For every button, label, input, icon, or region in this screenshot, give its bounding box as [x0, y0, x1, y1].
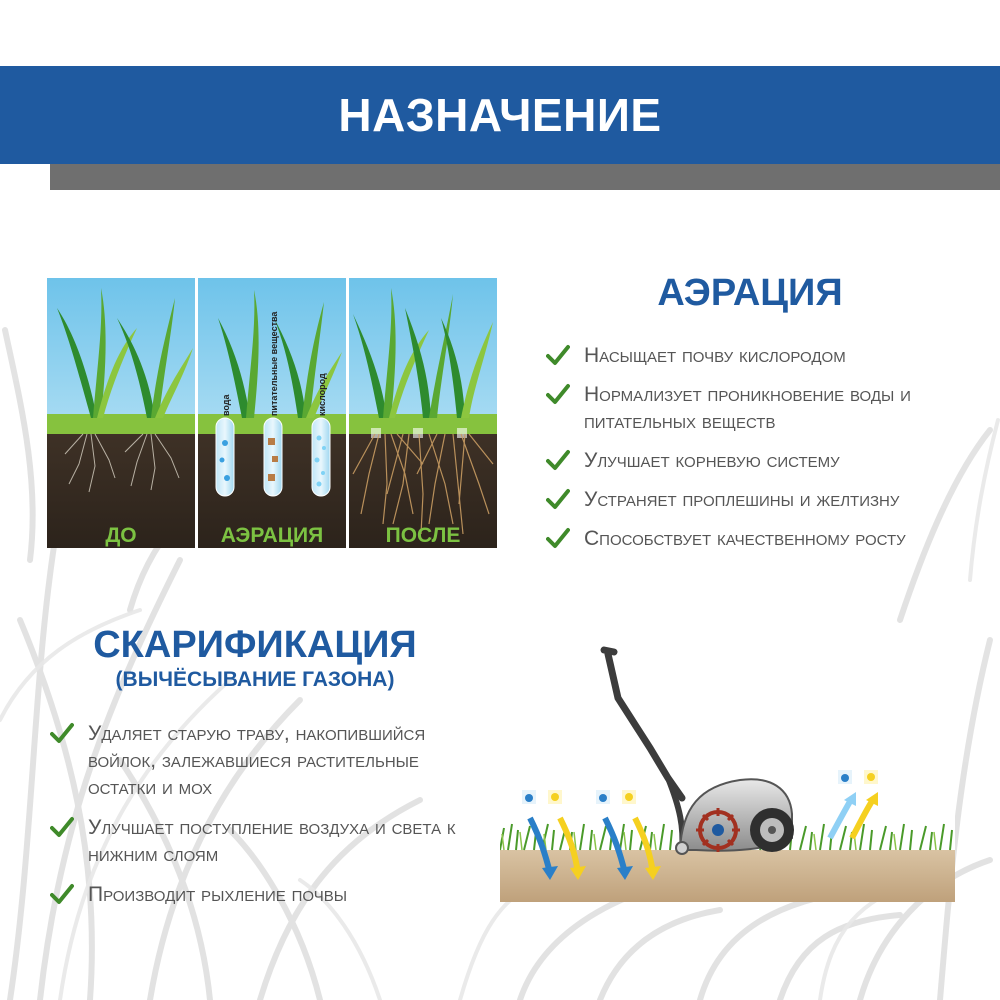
aeration-title: АЭРАЦИЯ: [657, 272, 843, 314]
panel-aeration: [198, 278, 346, 548]
list-item: [50, 814, 470, 868]
list-item-text: Нормализует проникновение воды и питательных веществ: [584, 383, 911, 433]
scarification-benefits-list: [50, 720, 470, 921]
checkmark-icon: [50, 722, 74, 744]
checkmark-icon: [546, 527, 570, 549]
list-item: [50, 720, 470, 801]
tube-label-water: вода: [221, 394, 231, 416]
list-item-text: Улучшает корневую систему: [584, 449, 840, 472]
list-item-text: Улучшает поступление воздуха и света к нижним слоям: [88, 816, 456, 866]
page-title: НАЗНАЧЕНИЕ: [338, 89, 662, 141]
list-item: [546, 447, 966, 474]
panel-label-after: ПОСЛЕ: [385, 524, 461, 547]
list-item: [546, 342, 966, 369]
scarification-title: СКАРИФИКАЦИЯ: [93, 624, 417, 666]
checkmark-icon: [546, 449, 570, 471]
aeration-benefits-list: [546, 342, 966, 564]
list-item-text: Производит рыхление почвы: [88, 883, 348, 906]
list-item: [546, 486, 966, 513]
panel-label-aeration: АЭРАЦИЯ: [220, 524, 324, 547]
panel-before: [47, 278, 195, 548]
panel-label-before: ДО: [105, 524, 137, 547]
tube-label-nutrients: питательные вещества: [269, 311, 279, 416]
tube-label-oxygen: кислород: [317, 373, 327, 416]
list-item-text: Удаляет старую траву, накопившийся войлок, залежавшиеся растительные остатки и мох: [88, 722, 426, 799]
list-item-text: Насыщает почву кислородом: [584, 344, 846, 367]
aeration-illustration: [47, 278, 497, 548]
panel-after: [349, 278, 497, 548]
checkmark-icon: [50, 816, 74, 838]
scarification-subtitle: (ВЫЧЁСЫВАНИЕ ГАЗОНА): [115, 668, 395, 691]
list-item-text: Устраняет проплешины и желтизну: [584, 488, 900, 511]
checkmark-icon: [50, 883, 74, 905]
list-item-text: Способствует качественному росту: [584, 527, 906, 550]
checkmark-icon: [546, 344, 570, 366]
list-item: [50, 881, 470, 908]
list-item: [546, 381, 966, 435]
soil-layer: [500, 850, 955, 902]
header-shadow-bar: [50, 164, 1000, 190]
checkmark-icon: [546, 488, 570, 510]
list-item: [546, 525, 966, 552]
checkmark-icon: [546, 383, 570, 405]
scarifier-illustration: [500, 628, 955, 902]
